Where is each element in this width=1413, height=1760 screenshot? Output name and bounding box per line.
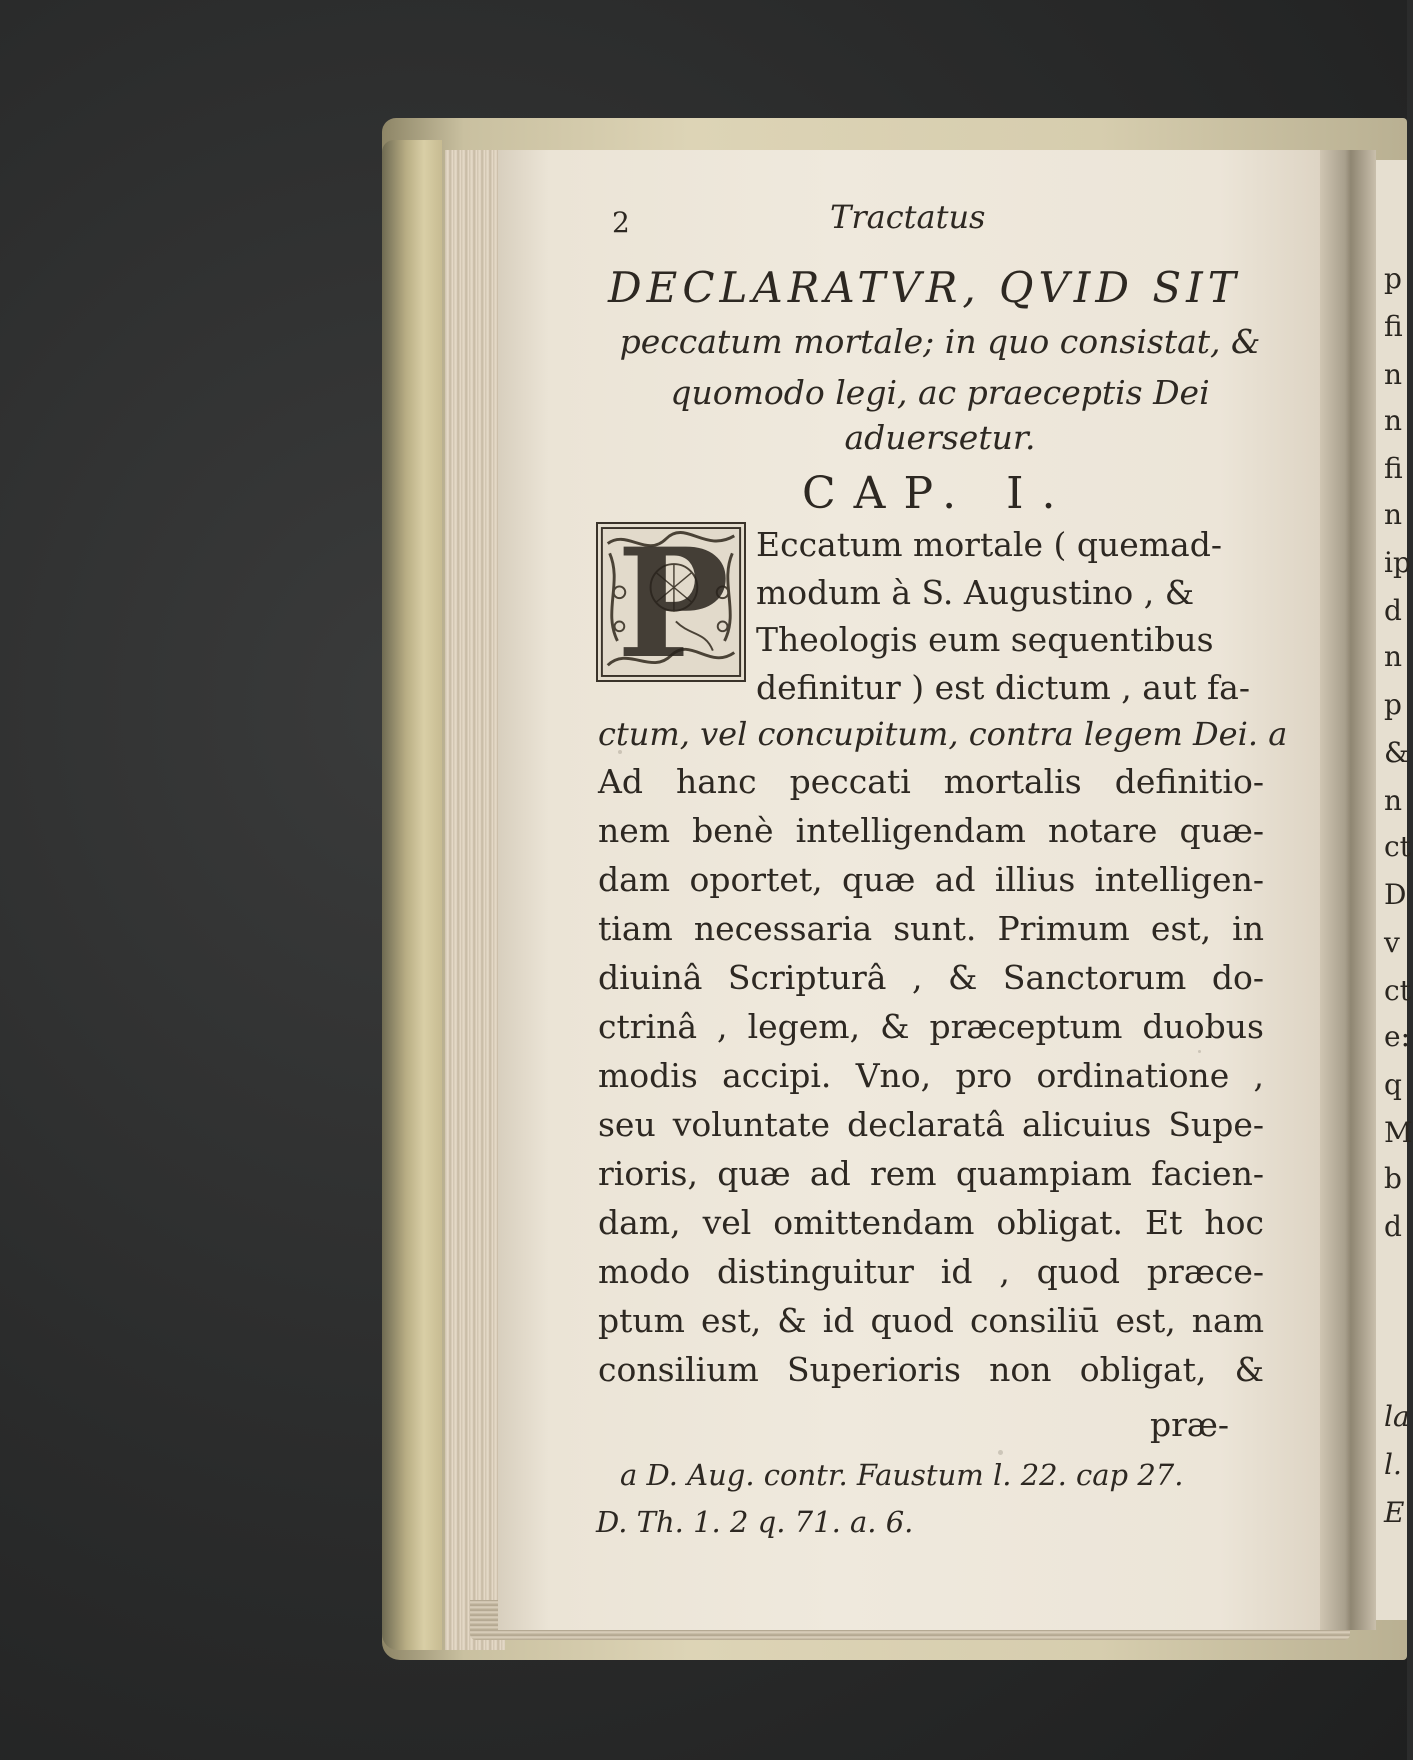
facing-page-letter: e: xyxy=(1384,1020,1411,1053)
heading-line-3: quomodo legi, ac praeceptis Dei xyxy=(670,373,1210,412)
cover-spine xyxy=(382,140,442,1650)
facing-page-letter: n xyxy=(1384,640,1403,673)
facing-page-letter: E xyxy=(1384,1496,1405,1529)
facing-page-letter: b xyxy=(1384,1162,1402,1195)
facing-page-letter: q xyxy=(1384,1068,1402,1101)
body-line: ctrinâ , legem, & præceptum duobus xyxy=(598,1007,1264,1046)
page-number: 2 xyxy=(612,206,630,239)
gutter xyxy=(1320,150,1376,1630)
facing-page-letter: & xyxy=(1384,736,1409,769)
catchword: præ- xyxy=(1150,1405,1230,1444)
page-edges xyxy=(445,150,505,1650)
footnote-line-1: a D. Aug. contr. Faustum l. 22. cap 27. xyxy=(620,1458,1184,1492)
facing-page-letter: d xyxy=(1384,594,1402,627)
body-line: dam oportet, quæ ad illius intelligen- xyxy=(598,860,1264,899)
first-line-3: Theologis eum sequentibus xyxy=(756,620,1214,659)
body-line: tiam necessaria sunt. Primum est, in xyxy=(598,909,1264,948)
heading-line-2: peccatum mortale; in quo consistat, & xyxy=(619,322,1261,361)
facing-page-letter: n xyxy=(1384,358,1403,391)
italic-definition-line: ctum, vel concupitum, contra legem Dei. a xyxy=(598,715,1288,753)
initial-letter: P xyxy=(616,516,730,692)
body-line: ptum est, & id quod consiliū est, nam xyxy=(598,1301,1264,1340)
chapter-label: CAP. I. xyxy=(802,468,1074,519)
body-line: dam, vel omittendam obligat. Et hoc xyxy=(598,1203,1264,1242)
body-line: modis accipi. Vno, pro ordinatione , xyxy=(598,1056,1264,1095)
body-line: Ad hanc peccati mortalis definitio- xyxy=(598,762,1264,801)
facing-page-letter: ct xyxy=(1384,830,1411,863)
running-title: Tractatus xyxy=(830,198,986,236)
first-line-1: Eccatum mortale ( quemad- xyxy=(756,525,1222,564)
body-line: consilium Superioris non obligat, & xyxy=(598,1350,1264,1389)
facing-page-letter: la xyxy=(1384,1400,1410,1433)
facing-page-letter: v xyxy=(1384,926,1400,959)
heading-line-4: aduersetur. xyxy=(844,418,1036,457)
body-line: modo distinguitur id , quod præce- xyxy=(598,1252,1264,1291)
facing-page-letter: M xyxy=(1384,1116,1413,1149)
facing-page-letter: n xyxy=(1384,404,1403,437)
first-line-2: modum à S. Augustino , & xyxy=(756,573,1195,612)
footnote-line-2: D. Th. 1. 2 q. 71. a. 6. xyxy=(596,1505,914,1539)
facing-page-letter: D xyxy=(1384,878,1407,911)
facing-page-letter: d xyxy=(1384,1210,1402,1243)
facing-page-letter: ct xyxy=(1384,974,1411,1007)
facing-page-letter: fi xyxy=(1384,452,1403,485)
facing-page-letter: n xyxy=(1384,498,1403,531)
decorated-initial xyxy=(596,516,746,692)
facing-page-letter: p xyxy=(1384,262,1402,295)
body-line: seu voluntate declaratâ alicuius Supe- xyxy=(598,1105,1264,1144)
facing-page-letter: ip xyxy=(1384,546,1411,579)
body-line: rioris, quæ ad rem quampiam facien- xyxy=(598,1154,1264,1193)
heading-line-1: DECLARATVR, QVID SIT xyxy=(608,263,1241,312)
body-line: diuinâ Scripturâ , & Sanctorum do- xyxy=(598,958,1264,997)
facing-page-letter: p xyxy=(1384,688,1402,721)
first-line-4: definitur ) est dictum , aut fa- xyxy=(756,668,1250,707)
facing-page-letter: fi xyxy=(1384,310,1403,343)
facing-page-letter: l. xyxy=(1384,1448,1402,1481)
body-line: nem benè intelligendam notare quæ- xyxy=(598,811,1264,850)
facing-page-letter: n xyxy=(1384,784,1403,817)
